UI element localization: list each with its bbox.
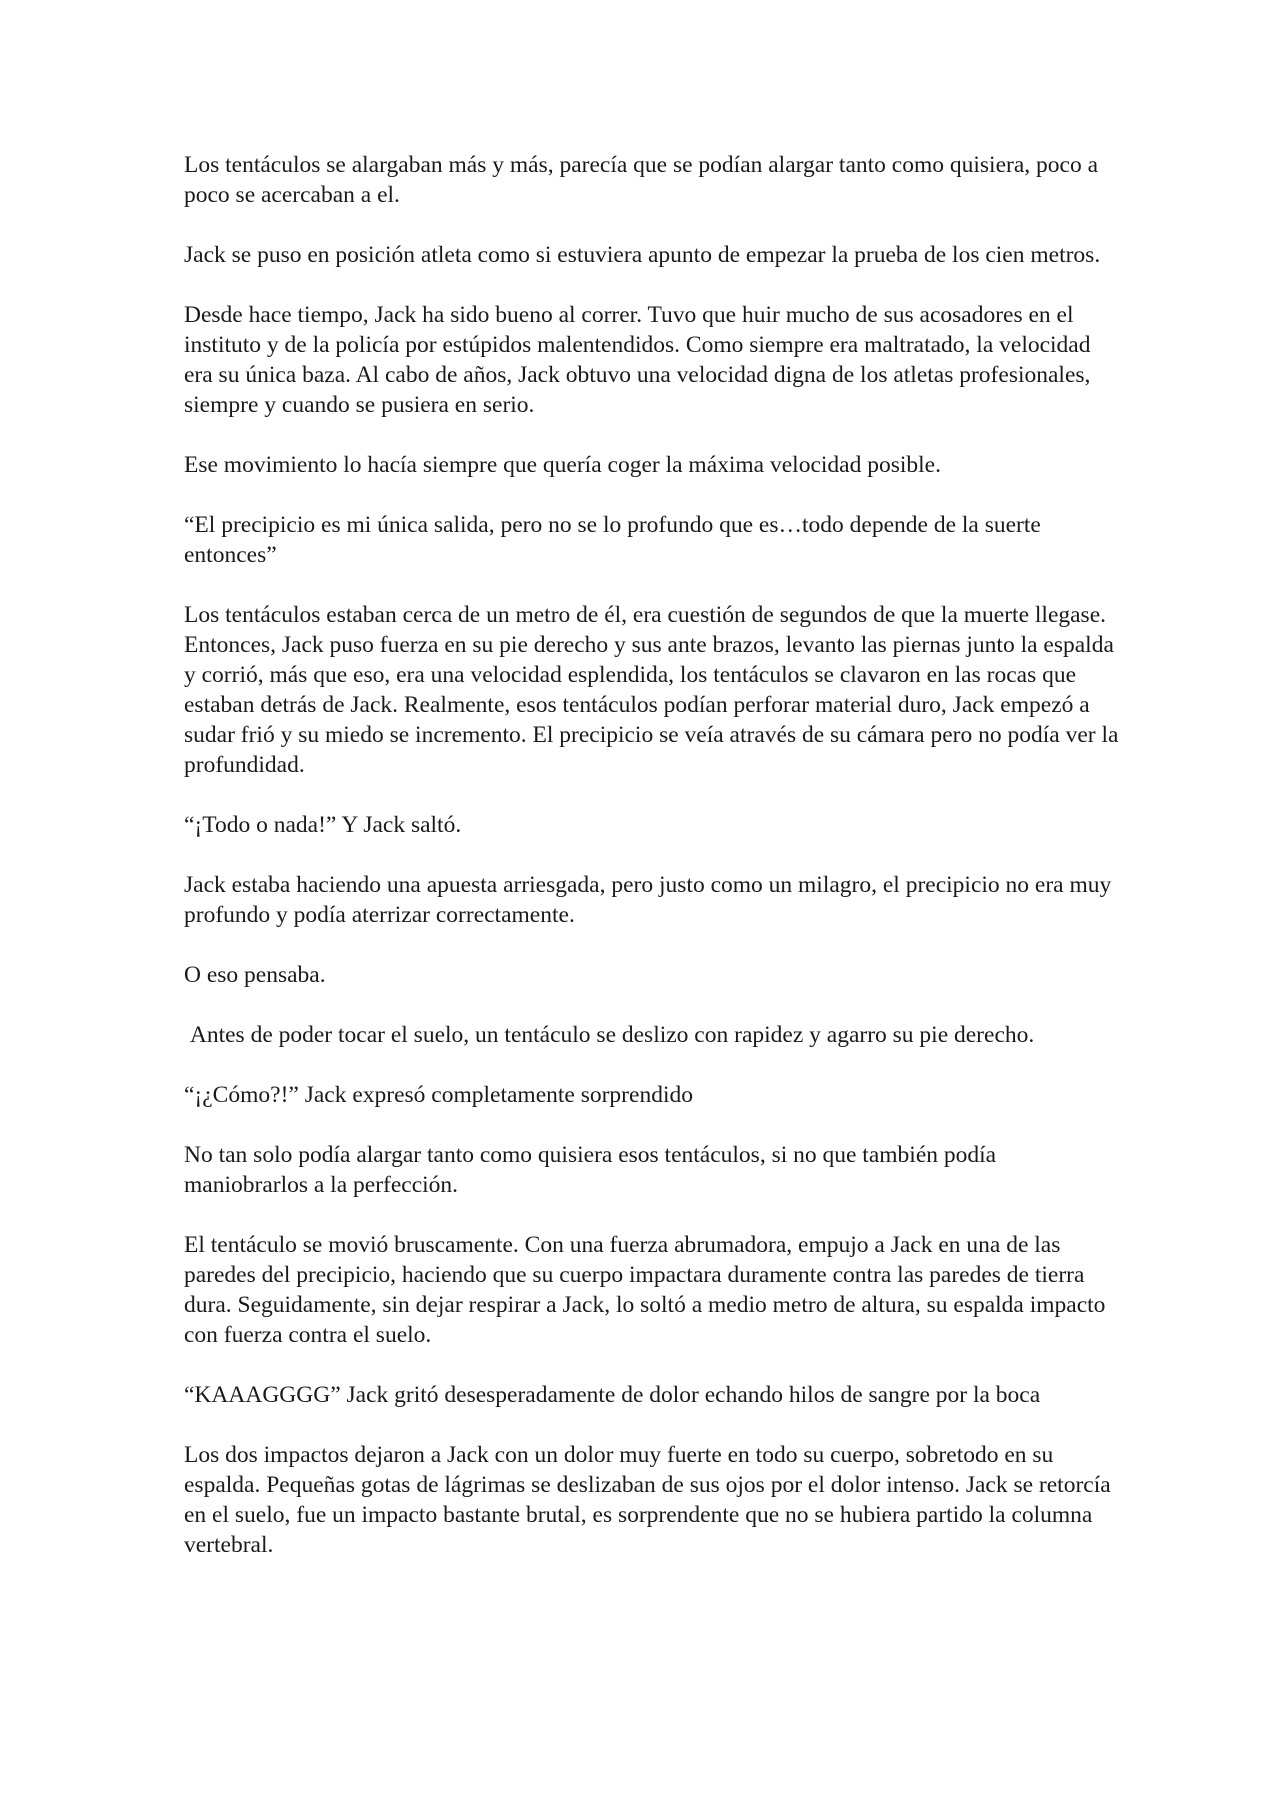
paragraph-3: Desde hace tiempo, Jack ha sido bueno al correr. Tuvo que huir mucho de sus acosadores en el instituto y de la policía por estúpidos malentendidos. Como siempre era maltratado, la velocidad era su única baza. Al cabo de años, Jack obtuvo una velocidad digna de los atletas profesionales, siempre y cuando se pusiera en serio.	[184, 302, 1097, 418]
paragraph-9: O eso pensaba.	[184, 962, 326, 988]
paragraph-1: Los tentáculos se alargaban más y más, parecía que se podían alargar tanto como quisiera, poco a poco se acercaban a el.	[184, 152, 1104, 208]
document-body	[184, 150, 1124, 1590]
paragraph-13: El tentáculo se movió bruscamente. Con una fuerza abrumadora, empujo a Jack en una de las paredes del precipicio, haciendo que su cuerpo impactara duramente contra las paredes de tierra dura. Seguidamente, sin dejar respirar a Jack, lo soltó a medio metro de altura, su espalda impacto con fuerza contra el suelo.	[184, 1232, 1112, 1348]
paragraph-10: Antes de poder tocar el suelo, un tentáculo se deslizo con rapidez y agarro su pie derecho.	[184, 1022, 1035, 1048]
paragraph-12: No tan solo podía alargar tanto como quisiera esos tentáculos, si no que también podía maniobrarlos a la perfección.	[184, 1142, 1002, 1198]
paragraph-6: Los tentáculos estaban cerca de un metro de él, era cuestión de segundos de que la muerte llegase. Entonces, Jack puso fuerza en su pie derecho y sus ante brazos, levanto las piernas junto la espalda y corrió, más que eso, era una velocidad esplendida, los tentáculos se clavaron en las rocas que estaban detrás de Jack. Realmente, esos tentáculos podían perforar material duro, Jack empezó a sudar frió y su miedo se incremento. El precipicio se veía através de su cámara pero no podía ver la profundidad.	[184, 602, 1125, 778]
paragraph-8: Jack estaba haciendo una apuesta arriesgada, pero justo como un milagro, el precipicio no era muy profundo y podía aterrizar correctamente.	[184, 872, 1118, 928]
paragraph-5: “El precipicio es mi única salida, pero no se lo profundo que es…todo depende de la suerte entonces”	[184, 512, 1047, 568]
paragraph-4: Ese movimiento lo hacía siempre que quería coger la máxima velocidad posible.	[184, 452, 941, 478]
paragraph-2: Jack se puso en posición atleta como si estuviera apunto de empezar la prueba de los cien metros.	[184, 242, 1101, 268]
paragraph-14: “KAAAGGGG” Jack gritó desesperadamente de dolor echando hilos de sangre por la boca	[184, 1382, 1041, 1408]
paragraph-15: Los dos impactos dejaron a Jack con un dolor muy fuerte en todo su cuerpo, sobretodo en su espalda. Pequeñas gotas de lágrimas se deslizaban de sus ojos por el dolor intenso. Jack se retorcía en el suelo, fue un impacto bastante brutal, es sorprendente que no se hubiera partido la columna vertebral.	[184, 1442, 1117, 1558]
paragraph-11: “¡¿Cómo?!” Jack expresó completamente sorprendido	[184, 1082, 693, 1108]
paragraph-7: “¡Todo o nada!” Y Jack saltó.	[184, 812, 462, 838]
